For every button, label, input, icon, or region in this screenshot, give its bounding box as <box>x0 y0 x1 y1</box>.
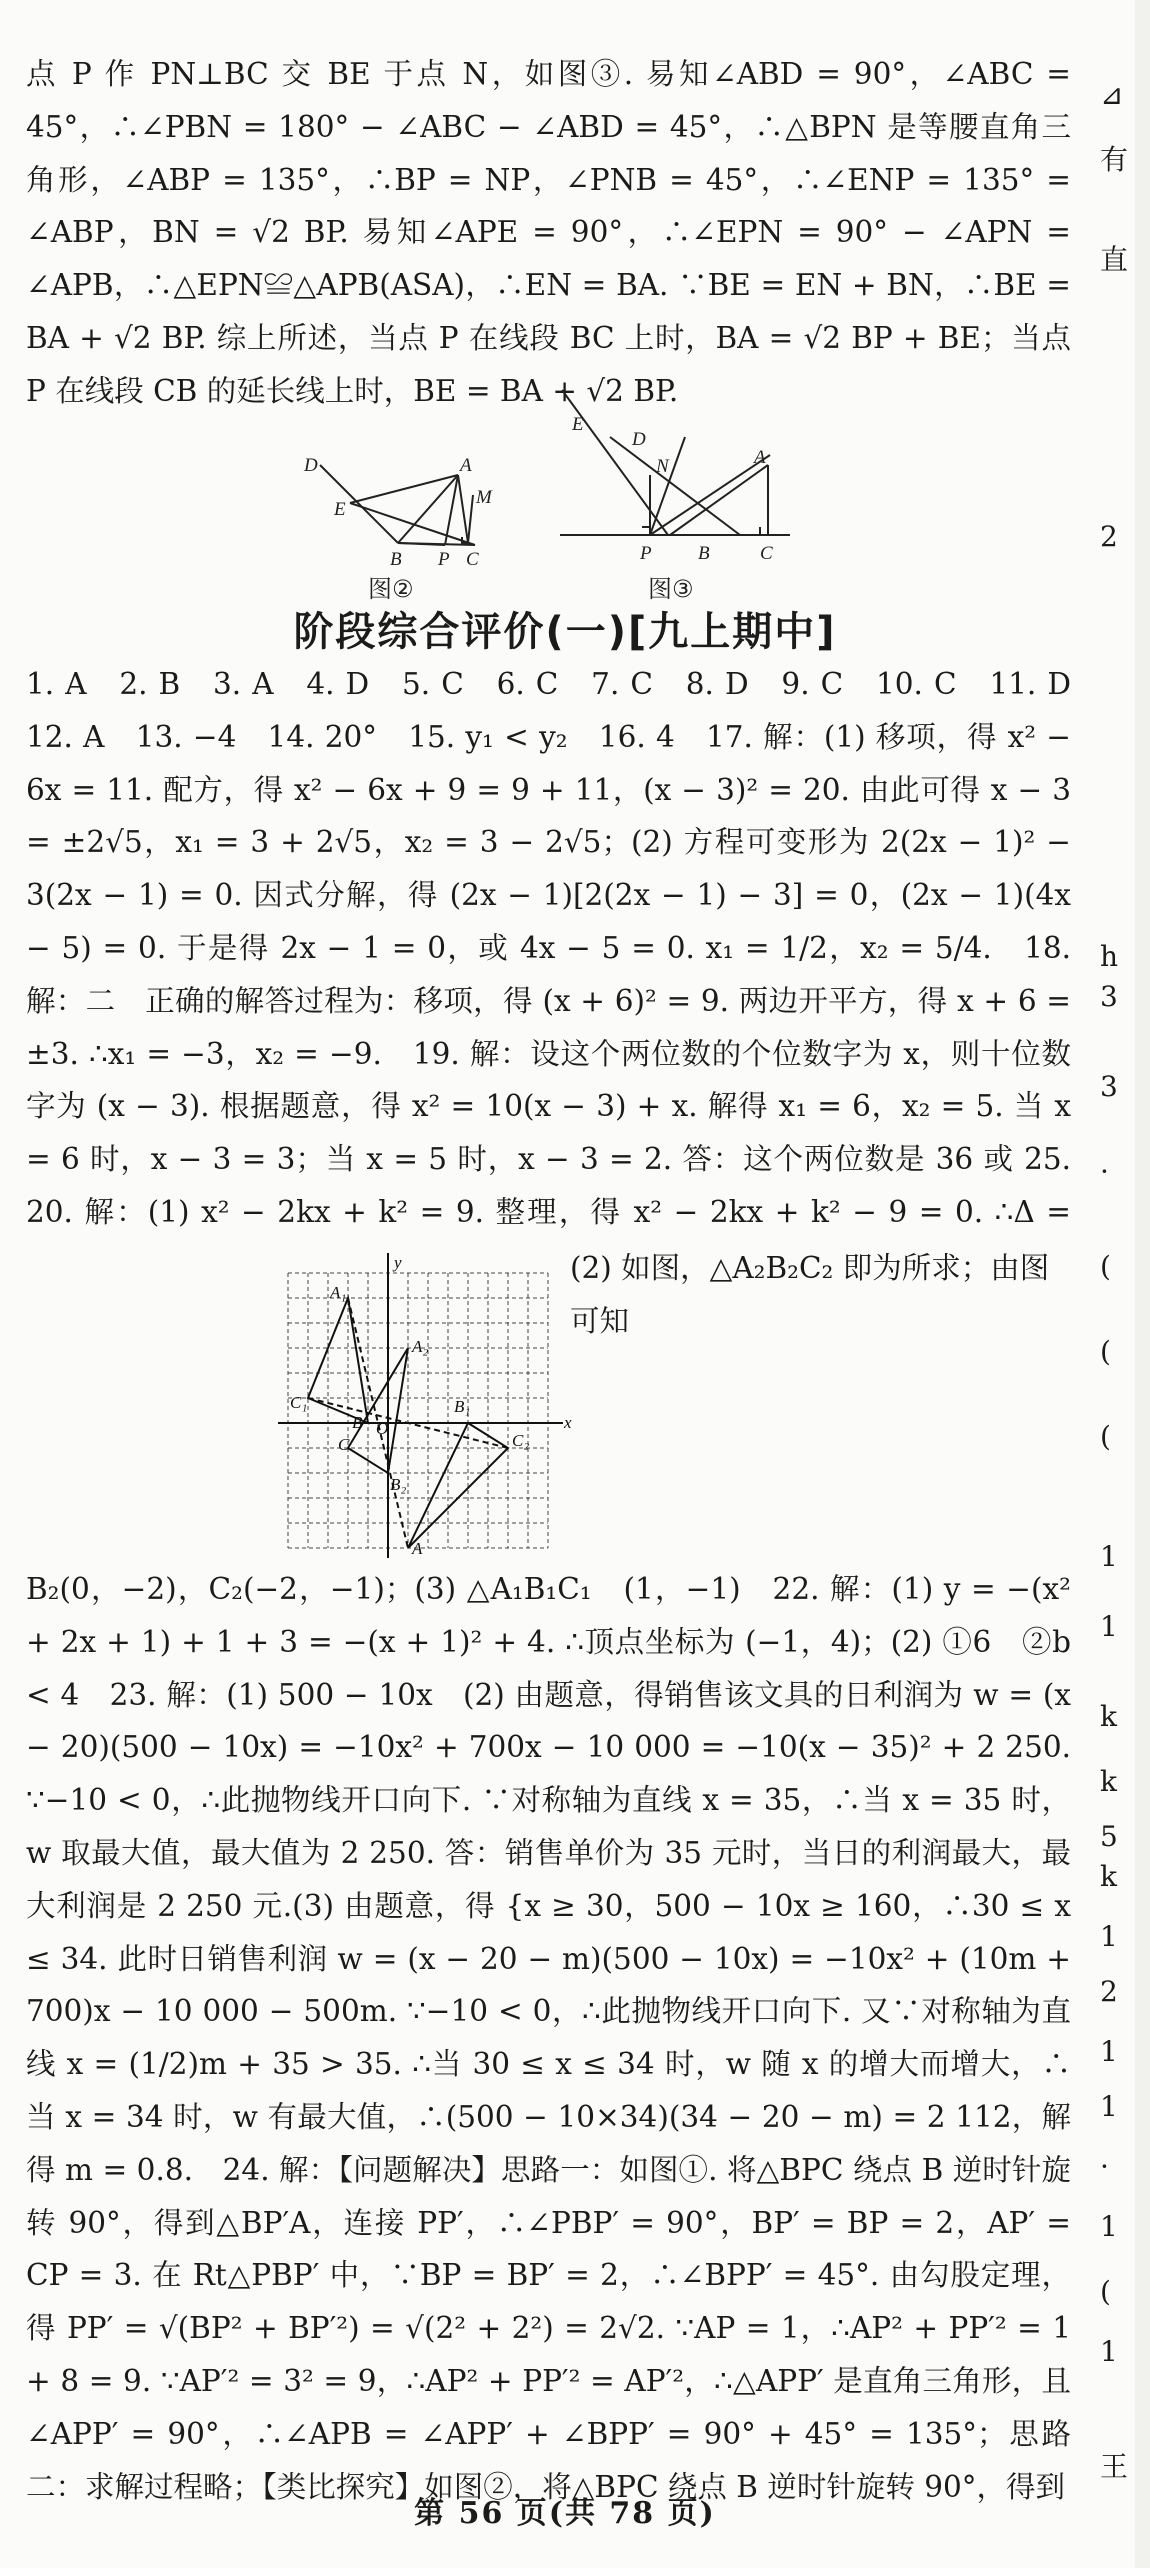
grid-label: A <box>412 1539 423 1558</box>
coordinate-grid-figure <box>278 1248 578 1558</box>
margin-fragment: ( <box>1100 1250 1111 1283</box>
margin-fragment: 1 <box>1100 2035 1118 2068</box>
fig2-label: B <box>390 549 402 570</box>
margin-fragment: · <box>1100 1155 1109 1188</box>
figure-2-caption: 图② <box>368 575 414 603</box>
fig3-label: C <box>760 543 773 564</box>
margin-fragment: 王 <box>1100 2450 1129 2483</box>
fig3-label: P <box>640 543 652 564</box>
margin-fragment: 1 <box>1100 2090 1118 2123</box>
margin-fragment: 2 <box>1100 1975 1118 2008</box>
grid-label: y <box>394 1253 402 1272</box>
fig2-label: A <box>460 455 472 476</box>
grid-label: B₂ <box>390 1475 407 1494</box>
section-title: 阶段综合评价(一)[九上期中] <box>293 609 837 655</box>
grid-label: C₂ <box>512 1431 530 1450</box>
margin-fragment: 3 <box>1100 980 1118 1013</box>
margin-fragment: 1 <box>1100 1610 1118 1643</box>
answers-block-continued: B₂(0，−2)，C₂(−2，−1)；(3) △A₁B₁C₁ (1，−1) 22. 解：(1) y = −(x² + 2x + 1) + 1 + 3 = −(x + 1)² + 4. ∴顶点坐标为 (−1，4)；(2) ①6 ②b < 4 23. 解：(1) 500 − 10x (2) 由题意，得销售该文具的日利润为 w = (x − 20)(500 − 10x) = −10x² + 700x − 10 000 = −10(x − 35)² + 2 250. ∵−10 < 0，∴此抛物线开口向下. ∵对称轴为直线 x = 35，∴当 x = 35 时，w 取最大值，最大值为 2 250. 答：销售单价为 35 元时，当日的利润最大，最大利润是 2 250 元.(3) 由题意，得 {x ≥ 30，500 − 10x ≥ 160，∴30 ≤ x ≤ 34. 此时日销售利润 w = (x − 20 − m)(500 − 10x) = −10x² + (10m + 700)x − 10 000 − 500m. ∵−10 < 0，∴此抛物线开口向下. 又∵对称轴为直线 x = (1/2)m + 35 > 35. ∴当 30 ≤ x ≤ 34 时，w 随 x 的增大而增大，∴当 x = 34 时，w 有最大值，∴(500 − 10×34)(34 − 20 − m) = 2 112，解得 m = 0.8. 24. 解：【问题解决】思路一：如图①. 将△BPC 绕点 B 逆时针旋转 90°，得到△BP′A，连接 PP′，∴∠PBP′ = 90°，BP′ = BP = 2，AP′ = CP = 3. 在 Rt△PBP′ 中，∵BP = BP′ = 2，∴∠BPP′ = 45°. 由勾股定理，得 PP′ = √(BP² + BP′²) = √(2² + 2²) = 2√2. ∵AP = 1，∴AP² + PP′² = 1 + 8 = 9. ∵AP′² = 3² = 9，∴AP² + PP′² = AP′²，∴△APP′ 是直角三角形，且∠APP′ = 90°，∴∠APB = ∠APP′ + ∠BPP′ = 90° + 45° = 135°；思路二：求解过程略；【类比探究】如图②，将△BPC 绕点 B 逆时针旋转 90°，得到 <box>26 1572 1071 2504</box>
margin-fragment: ( <box>1100 1335 1111 1368</box>
grid-label: A₂ <box>412 1337 429 1356</box>
margin-fragment: ⊿ <box>1100 78 1124 111</box>
margin-fragment: 有 <box>1100 143 1129 176</box>
margin-fragment: 直 <box>1100 243 1129 276</box>
page-number-footer: 第 56 页(共 78 页) <box>414 2496 716 2531</box>
margin-fragment: h <box>1100 940 1119 973</box>
fig2-label: C <box>466 549 479 570</box>
margin-fragment: 1 <box>1100 2335 1118 2368</box>
margin-fragment: 1 <box>1100 2210 1118 2243</box>
grid-label: B <box>352 1413 363 1432</box>
fig3-label: D <box>632 429 646 450</box>
fig3-label: N <box>656 456 669 477</box>
grid-label: B₁ <box>454 1397 471 1416</box>
grid-label: A₁ <box>330 1283 347 1302</box>
right-margin-fragments <box>1100 0 1135 2568</box>
margin-fragment: · <box>1100 2150 1109 2183</box>
margin-fragment: 1 <box>1100 1540 1118 1573</box>
grid-label: C <box>338 1435 350 1454</box>
geometry-figures <box>290 375 830 605</box>
margin-fragment: k <box>1100 1860 1117 1893</box>
grid-svg <box>278 1248 578 1558</box>
figures-svg <box>290 375 830 605</box>
margin-fragment: ( <box>1100 1420 1111 1453</box>
figure-3-caption: 图③ <box>648 575 694 603</box>
fig3-label: E <box>572 414 584 435</box>
fig3-label: B <box>698 543 710 564</box>
fig2-label: D <box>304 455 318 476</box>
fig2-label: M <box>476 487 492 508</box>
fig2-label: E <box>334 499 346 520</box>
solution-continuation: 点 P 作 PN⊥BC 交 BE 于点 N，如图③. 易知∠ABD = 90°，∠ABC = 45°，∴∠PBN = 180° − ∠ABC − ∠ABD = 45°，∴△BPN 是等腰直角三角形，∠ABP = 135°，∴BP = NP，∠PNB = 45°，∴∠ENP = 135° = ∠ABP，BN = √2 BP. 易知∠APE = 90°，∴∠EPN = 90° − ∠APN = ∠APB，∴△EPN≌△APB(ASA)，∴EN = BA. ∵BE = EN + BN，∴BE = BA + √2 BP. 综上所述，当点 P 在线段 BC 上时，BA = √2 BP + BE；当点 P 在线段 CB 的延长线上时，BE = BA + √2 BP. <box>26 57 1071 408</box>
answers-block: 1. A 2. B 3. A 4. D 5. C 6. C 7. C 8. D 9. C 10. C 11. D 12. A 13. −4 14. 20° 15. y₁ < y₂ 16. 4 17. 解：(1) 移项，得 x² − 6x = 11. 配方，得 x² − 6x + 9 = 9 + 11，(x − 3)² = 20. 由此可得 x − 3 = ±2√5，x₁ = 3 + 2√5，x₂ = 3 − 2√5；(2) 方程可变形为 2(2x − 1)² − 3(2x − 1) = 0. 因式分解，得 (2x − 1)[2(2x − 1) − 3] = 0，(2x − 1)(4x − 5) = 0. 于是得 2x − 1 = 0，或 4x − 5 = 0. x₁ = 1/2，x₂ = 5/4. 18. 解：二 正确的解答过程为：移项，得 (x + 6)² = 9. 两边开平方，得 x + 6 = ±3. ∴x₁ = −3，x₂ = −9. 19. 解：设这个两位数的个位数字为 x，则十位数字为 (x − 3). 根据题意，得 x² = 10(x − 3) + x. 解得 x₁ = 6，x₂ = 5. 当 x = 6 时，x − 3 = 3；当 x = 5 时，x − 3 = 2. 答：这个两位数是 36 或 25. 20. 解：(1) x² − 2kx + k² = 9. 整理，得 x² − 2kx + k² − 9 = 0. ∴Δ = <box>26 667 1071 1229</box>
grid-label: C₁ <box>290 1393 308 1412</box>
margin-fragment: k <box>1100 1765 1117 1798</box>
margin-fragment: 3 <box>1100 1070 1118 1103</box>
q21-side-text: (2) 如图，△A₂B₂C₂ 即为所求；由图可知 <box>570 1251 1050 1338</box>
margin-fragment: 2 <box>1100 520 1118 553</box>
grid-label: x <box>564 1413 572 1432</box>
grid-label: O <box>376 1419 389 1438</box>
margin-fragment: 5 <box>1100 1820 1118 1853</box>
margin-fragment: ( <box>1100 2275 1111 2308</box>
fig2-label: P <box>438 549 450 570</box>
margin-fragment: 1 <box>1100 1920 1118 1953</box>
fig3-label: A <box>754 447 766 468</box>
page-gutter <box>1135 0 1150 2568</box>
margin-fragment: k <box>1100 1700 1117 1733</box>
